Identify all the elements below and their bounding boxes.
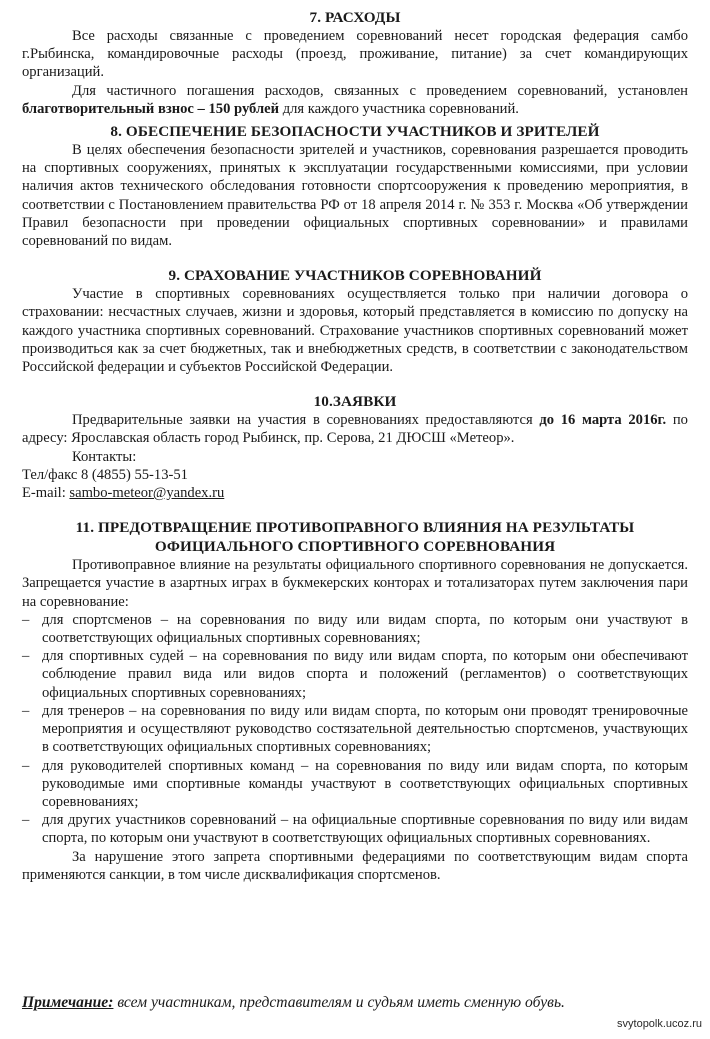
expenses-paragraph-2: [22, 82, 688, 118]
expenses-text-before: Для частичного погашения расходов, связанных с проведением соревнований, установлен: [72, 82, 688, 99]
dash-mark: –: [22, 648, 30, 665]
email-link[interactable]: sambo-meteor@yandex.ru: [69, 485, 225, 502]
dash-mark: –: [22, 757, 30, 774]
section-prevention: [22, 518, 688, 884]
section-title-insurance: 9. СРАХОВАНИЕ УЧАСТНИКОВ СОРЕВНОВАНИЙ: [168, 267, 542, 285]
document-page: [22, 8, 688, 884]
section-title-applications: 10.ЗАЯВКИ: [313, 393, 397, 411]
section-title-safety: 8. ОБЕСПЕЧЕНИЕ БЕЗОПАСНОСТИ УЧАСТНИКОВ И ЗРИТЕЛЕЙ: [110, 123, 600, 141]
prevention-paragraph-2: За нарушение этого запрета спортивными федерациями по соответствующим видам спорта применяются санкции, в том числе дисквалификация спортсменов.: [22, 848, 688, 883]
section-title-prevention-line-1: 11. ПРЕДОТВРАЩЕНИЕ ПРОТИВОПРАВНОГО ВЛИЯНИЯ НА РЕЗУЛЬТАТЫ: [75, 519, 635, 537]
section-title-expenses: 7. РАСХОДЫ: [309, 9, 401, 26]
section-insurance: [22, 266, 688, 376]
applications-text-after: по адресу: Ярославская область город Рыбинск, пр. Серова, 21 ДЮСШ «Метеор».: [22, 412, 688, 447]
list-item-text: для руководителей спортивных команд – на соревнования по виду или видам спорта, по которым руководимые ими спортивные команды участвуют в соответствующих официальных спортивных соревнованиях;: [42, 757, 688, 810]
list-item: [22, 811, 688, 847]
list-item-text: для тренеров – на соревнования по виду или видам спорта, по которым они проводят тренировочные мероприятия и осуществляют руководство состязательной деятельностью спортсменов, участвующих в соответствующих официальных спортивных соревнованиях;: [42, 702, 688, 756]
list-item: [22, 611, 688, 647]
site-watermark: svytopolk.ucoz.ru: [617, 1017, 702, 1030]
section-title-prevention-line-2: ОФИЦИАЛЬНОГО СПОРТИВНОГО СОРЕВНОВАНИЯ: [154, 538, 556, 556]
prevention-paragraph-1: Противоправное влияние на результаты официального спортивного соревнования не допускается. Запрещается участие в азартных играх в букмекерских конторах и тотализаторах путем заключения пари на соревнование:: [22, 557, 688, 610]
section-expenses: [22, 8, 688, 118]
expenses-paragraph-1: Все расходы связанные с проведением соревнований несет городская федерация самбо г.Рыбинска, командировочные расходы (проезд, проживание, питание) за счет командирующих организаций.: [22, 28, 688, 81]
contact-phone: Тел/факс 8 (4855) 55-13-51: [22, 466, 188, 483]
application-deadline: до 16 марта 2016г.: [539, 412, 667, 429]
note-text: всем участникам, представителям и судьям иметь сменную обувь.: [113, 994, 565, 1011]
note-label: Примечание:: [22, 994, 114, 1011]
dash-mark: –: [22, 702, 30, 719]
expenses-text-after: для каждого участника соревнований.: [279, 100, 519, 117]
applications-text-before: Предварительные заявки на участия в соревнованиях предоставляются: [72, 412, 540, 429]
safety-paragraph: В целях обеспечения безопасности зрителей и участников, соревнования разрешается проводить на спортивных сооружениях, принятых к эксплуатации государственными комиссиями, при условии наличия актов технического обследования готовности спортсооружения к проведению мероприятия, в соответствии с Постановлением правительства РФ от 18 апреля 2014 г. № 353 г. Москва «Об утверждении Правил безопасности при проведении официальных спортивных соревновании» и правилами соревнований по видам.: [22, 142, 688, 250]
prohibition-list: [22, 611, 688, 848]
dash-mark: –: [22, 611, 30, 628]
list-item-text: для спортсменов – на соревнования по виду или видам спорта, по которым они участвуют в соответствующих официальных спортивных соревнованиях;: [42, 611, 688, 647]
email-label: E-mail:: [22, 485, 70, 502]
insurance-paragraph: Участие в спортивных соревнованиях осуществляется только при наличии договора о страховании: несчастных случаев, жизни и здоровья, который представляется в комиссию по допуску на каждого участника спортивных соревнований. Страхование участников спортивных соревнований может производиться как за счет бюджетных, так и внебюджетных средств, в соответствии с законодательством Российской федерации и субъектов Российской Федерации.: [22, 286, 688, 376]
list-item-text: для других участников соревнований – на официальные спортивные соревнования по виду или видам спорта, по которым они участвуют в соответствующих официальных спортивных соревнованиях.: [42, 812, 688, 847]
applications-paragraph: [22, 411, 688, 447]
contact-email-line: [22, 484, 688, 502]
dash-mark: –: [22, 812, 30, 829]
section-applications: [22, 392, 688, 502]
list-item: [22, 757, 688, 812]
footer-note: [22, 994, 688, 1012]
list-item: [22, 647, 688, 702]
contribution-amount: благотворительный взнос – 150 рублей: [22, 100, 280, 117]
section-safety: [22, 122, 688, 250]
contacts-label: Контакты:: [72, 448, 137, 465]
list-item: [22, 702, 688, 757]
list-item-text: для спортивных судей – на соревнования по виду или видам спорта, по которым они обеспечивают соблюдение правил вида или видов спорта и положений (регламентов) о соответствующих официальных спортивных соревнованиях;: [42, 648, 688, 701]
